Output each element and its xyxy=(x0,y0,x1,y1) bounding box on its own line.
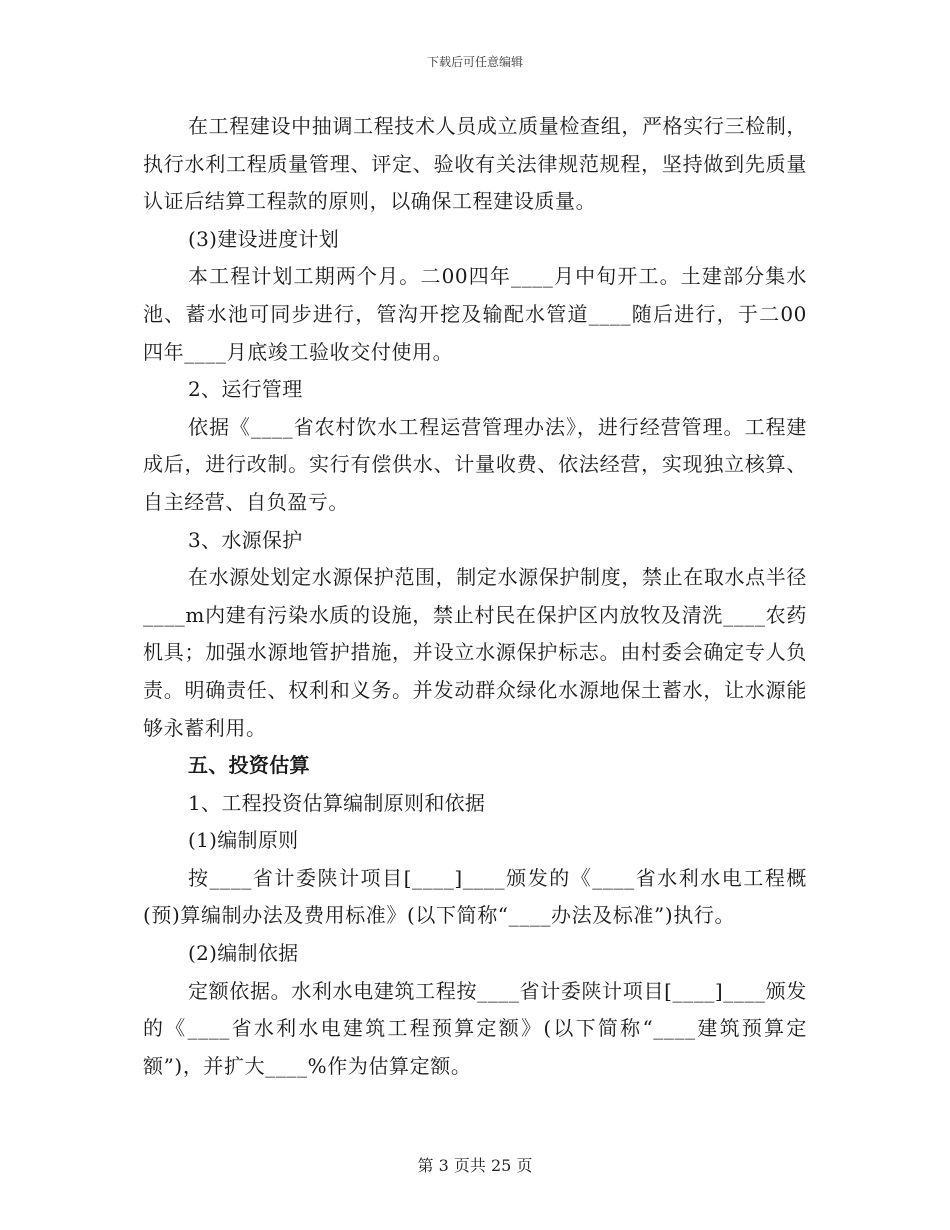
heading-investment-estimate: 五、投资估算 xyxy=(188,753,310,778)
document-body xyxy=(143,108,807,1085)
heading-compile-basis: (2)编制依据 xyxy=(188,941,299,966)
heading-water-protection: 3、水源保护 xyxy=(188,527,303,552)
heading-estimate-principles: 1、工程投资估算编制原则和依据 xyxy=(188,790,486,815)
paragraph-quality-control: 在工程建设中抽调工程技术人员成立质量检查组，严格实行三检制，执行水利工程质量管理、评定、验收有关法律规范规程，坚持做到先质量认证后结算工程款的原则，以确保工程建设质量。 xyxy=(143,114,807,214)
page-header: 下载后可任意编辑 xyxy=(426,55,523,69)
paragraph-schedule: 本工程计划工期两个月。二00四年____月中旬开工。土建部分集水池、蓄水池可同步进行，管沟开挖及输配水管道____随后进行，于二00四年____月底竣工验收交付使用。 xyxy=(143,264,807,364)
page-footer: 第 3 页共 25 页 xyxy=(417,1156,533,1175)
paragraph-compile-principle: 按____省计委陕计项目[____]____颁发的《____省水利水电工程概(预)算编制办法及费用标准》(以下简称“____办法及标准”)执行。 xyxy=(143,865,807,928)
paragraph-operation-management: 依据《____省农村饮水工程运营管理办法》，进行经营管理。工程建成后，进行改制。实行有偿供水、计量收费、依法经营，实现独立核算、自主经营、自负盈亏。 xyxy=(143,414,807,514)
paragraph-compile-basis: 定额依据。水利水电建筑工程按____省计委陕计项目[____]____颁发的《____省水利水电建筑工程预算定额》(以下简称“____建筑预算定额”)，并扩大____%作为估算定额。 xyxy=(143,978,807,1078)
heading-schedule: (3)建设进度计划 xyxy=(188,226,340,251)
paragraph-water-protection: 在水源处划定水源保护范围，制定水源保护制度，禁止在取水点半径____m内建有污染水质的设施，禁止村民在保护区内放牧及清洗____农药机具；加强水源地管护措施，并设立水源保护标志。由村委会确定专人负责。明确责任、权利和义务。并发动群众绿化水源地保土蓄水，让水源能够永蓄利用。 xyxy=(143,565,807,740)
heading-compile-principle: (1)编制原则 xyxy=(188,828,299,853)
heading-operation-management: 2、运行管理 xyxy=(188,377,303,402)
